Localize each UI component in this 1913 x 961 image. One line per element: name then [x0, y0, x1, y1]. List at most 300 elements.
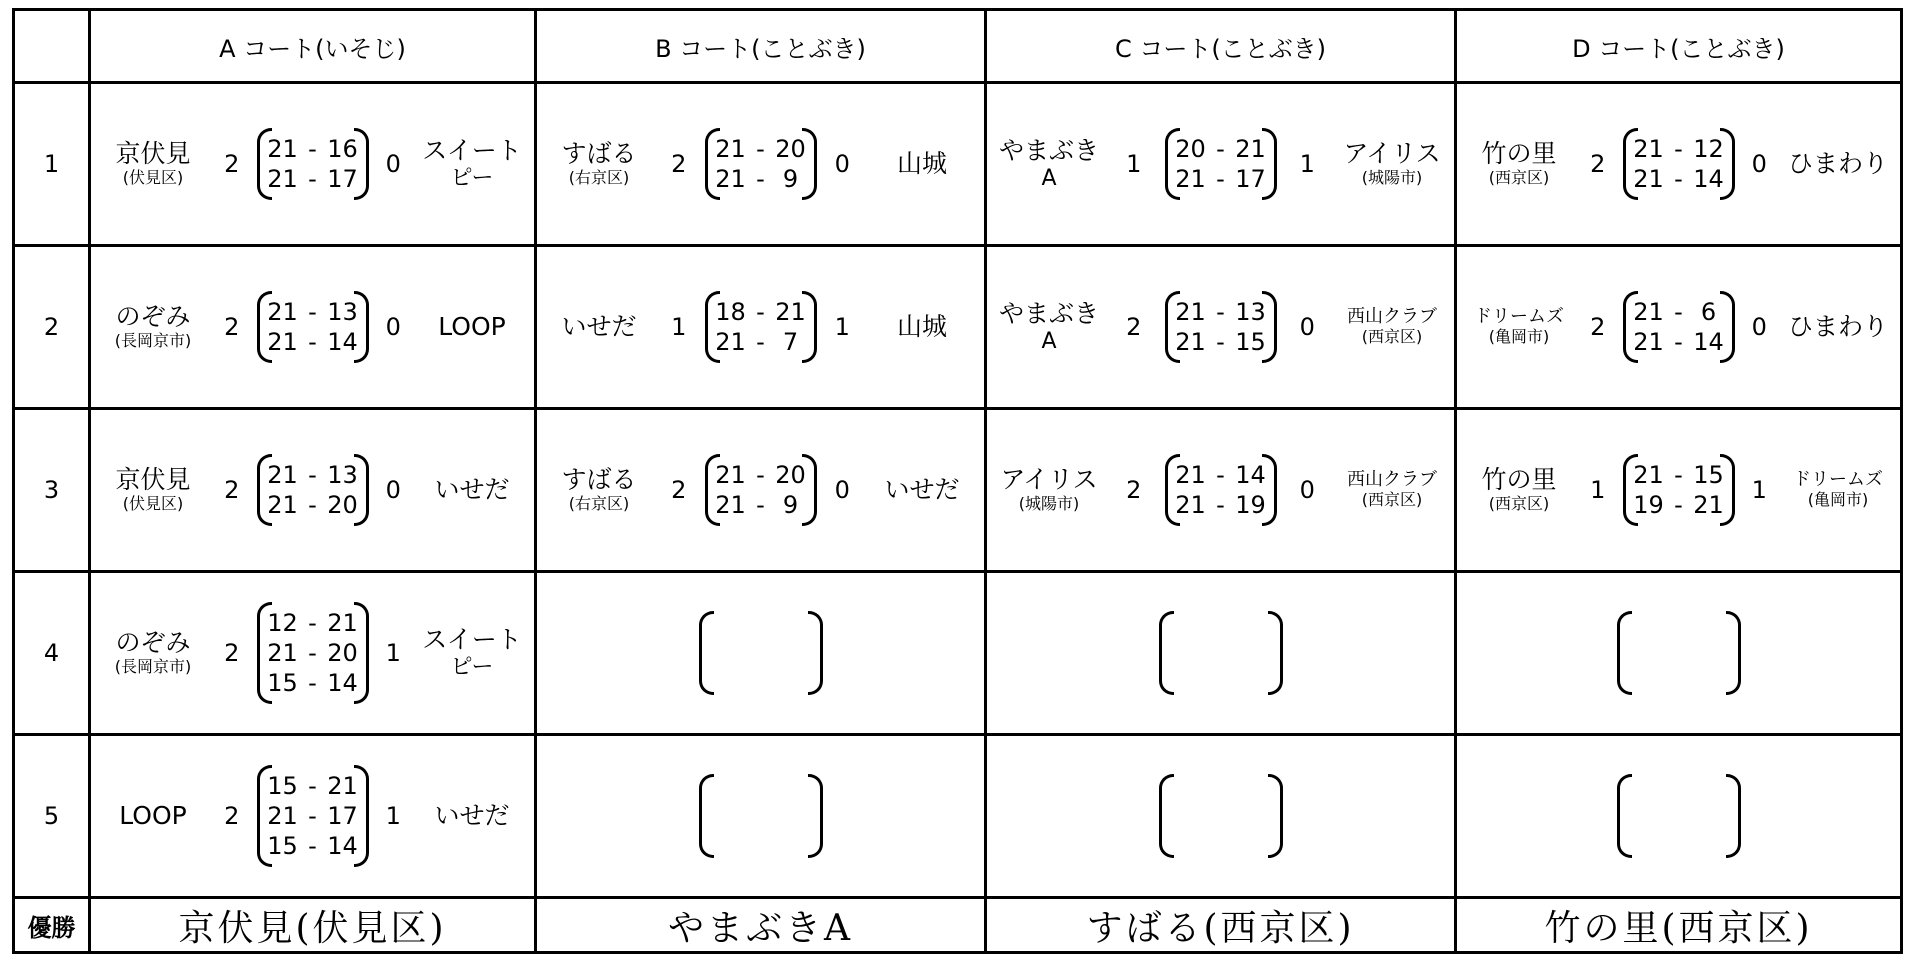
left-team: [545, 466, 653, 513]
left-team: [1465, 307, 1573, 346]
game-score: [705, 460, 817, 490]
match-row: [14, 409, 1902, 572]
score-dash: -: [308, 669, 317, 697]
team-area: (長岡京市): [114, 331, 192, 351]
right-games-won: 0: [385, 313, 401, 341]
score-left: 21: [715, 491, 746, 519]
game-score: [705, 164, 817, 194]
empty-match: [1457, 573, 1900, 733]
match: [987, 84, 1454, 244]
score-right: 6: [1700, 298, 1717, 326]
team-name: アイリス: [1000, 465, 1098, 495]
round-number: 3: [14, 409, 90, 572]
left-games-won: 2: [671, 150, 687, 178]
score-right: 17: [327, 165, 358, 193]
score-right: 17: [327, 802, 358, 830]
score-dash: -: [756, 328, 765, 356]
right-team: [418, 626, 526, 680]
match: [91, 736, 534, 896]
score-left: 21: [267, 298, 298, 326]
match-row: [14, 83, 1902, 246]
score-right: 20: [775, 135, 806, 163]
game-score: [257, 297, 369, 327]
match-row: [14, 572, 1902, 735]
score-left: 21: [1633, 298, 1664, 326]
match-cell: [90, 246, 536, 409]
match-cell: [536, 409, 986, 572]
score-dash: -: [308, 832, 317, 860]
score-right: 17: [1235, 165, 1266, 193]
left-team: [99, 140, 207, 187]
left-team: [1465, 466, 1573, 513]
score-right: 21: [327, 772, 358, 800]
team-area: ピー: [450, 654, 494, 680]
left-games-won: 2: [1126, 476, 1142, 504]
score-bracket: [1623, 454, 1735, 526]
score-left: 21: [1175, 298, 1206, 326]
match: [1457, 410, 1900, 570]
empty-score-bracket: [1617, 611, 1741, 695]
team-name: ひまわり: [1787, 148, 1888, 178]
team-name: のぞみ: [115, 628, 191, 658]
score-right: 9: [782, 165, 799, 193]
team-area: (西京区): [1488, 494, 1550, 514]
score-right: 14: [327, 328, 358, 356]
game-score: [257, 490, 369, 520]
match-cell: [536, 83, 986, 246]
left-games-won: 2: [1126, 313, 1142, 341]
team-name: 京伏見: [115, 465, 191, 495]
game-score: [705, 327, 817, 357]
score-left: 21: [1175, 328, 1206, 356]
round-number: 2: [14, 246, 90, 409]
score-right: 14: [1235, 461, 1266, 489]
right-team: [418, 313, 526, 342]
right-games-won: 1: [1751, 476, 1767, 504]
game-score: [257, 771, 369, 801]
match-cell: [90, 83, 536, 246]
game-score: [257, 134, 369, 164]
team-name: いせだ: [884, 474, 960, 504]
score-left: 21: [267, 639, 298, 667]
score-bracket: [705, 454, 817, 526]
team-name: いせだ: [434, 474, 510, 504]
right-team: [418, 802, 526, 831]
match-rows: [14, 83, 1902, 898]
team-area: A: [1041, 165, 1057, 191]
team-name: 京伏見: [115, 139, 191, 169]
match-cell: [986, 572, 1456, 735]
left-games-won: 2: [671, 476, 687, 504]
score-bracket: [1623, 291, 1735, 363]
empty-score-bracket: [1159, 774, 1283, 858]
score-bracket: [257, 291, 369, 363]
score-dash: -: [308, 165, 317, 193]
right-team: [418, 137, 526, 191]
score-left: 21: [1633, 165, 1664, 193]
team-name: スイート: [422, 135, 522, 165]
left-team: [995, 466, 1103, 513]
score-bracket: [1165, 454, 1277, 526]
team-area: A: [1041, 328, 1057, 354]
left-games-won: 2: [224, 313, 240, 341]
winner-court-c: すばる(西京区): [986, 898, 1456, 953]
right-games-won: 1: [385, 639, 401, 667]
game-score: [257, 668, 369, 698]
round-number: 1: [14, 83, 90, 246]
empty-score-bracket: [699, 611, 823, 695]
winner-row: [14, 898, 1902, 953]
match: [1457, 84, 1900, 244]
team-area: (亀岡市): [1488, 327, 1550, 347]
right-games-won: 1: [834, 313, 850, 341]
score-dash: -: [1216, 461, 1225, 489]
header-court-d: D コート(ことぶき): [1456, 10, 1902, 83]
header-court-c: C コート(ことぶき): [986, 10, 1456, 83]
score-left: 15: [267, 832, 298, 860]
header-court-a: A コート(いそじ): [90, 10, 536, 83]
score-dash: -: [308, 461, 317, 489]
game-score: [1623, 297, 1735, 327]
score-left: 21: [1633, 328, 1664, 356]
score-left: 21: [1633, 461, 1664, 489]
team-area: (城陽市): [1361, 168, 1423, 188]
score-left: 21: [267, 802, 298, 830]
header-corner: [14, 10, 90, 83]
game-score: [1623, 164, 1735, 194]
score-left: 21: [715, 165, 746, 193]
score-bracket: [257, 454, 369, 526]
match-cell: [986, 246, 1456, 409]
game-score: [257, 164, 369, 194]
team-area: (伏見区): [122, 168, 184, 188]
match: [91, 573, 534, 733]
score-dash: -: [308, 298, 317, 326]
score-right: 20: [327, 639, 358, 667]
game-score: [1623, 490, 1735, 520]
match-cell: [1456, 246, 1902, 409]
left-games-won: 2: [224, 150, 240, 178]
score-left: 21: [1175, 165, 1206, 193]
game-score: [257, 327, 369, 357]
score-left: 15: [267, 669, 298, 697]
right-team: [418, 476, 526, 505]
game-score: [1165, 327, 1277, 357]
match: [987, 247, 1454, 407]
score-right: 21: [327, 609, 358, 637]
score-left: 21: [267, 461, 298, 489]
right-team: [1784, 313, 1892, 342]
score-dash: -: [756, 165, 765, 193]
team-name: いせだ: [434, 800, 510, 830]
winner-court-d: 竹の里(西京区): [1456, 898, 1902, 953]
team-name: すばる: [561, 139, 637, 169]
right-games-won: 0: [1299, 313, 1315, 341]
game-score: [1623, 460, 1735, 490]
left-team: [995, 300, 1103, 354]
match: [537, 410, 984, 570]
game-score: [1165, 297, 1277, 327]
match-row: [14, 246, 1902, 409]
game-score: [257, 608, 369, 638]
score-bracket: [705, 291, 817, 363]
team-area: (亀岡市): [1807, 490, 1869, 510]
score-right: 13: [1235, 298, 1266, 326]
score-right: 14: [1693, 165, 1724, 193]
team-area: (右京区): [568, 168, 630, 188]
score-right: 7: [782, 328, 799, 356]
team-name: すばる: [561, 465, 637, 495]
match-cell: [986, 735, 1456, 898]
team-name: 西山クラブ: [1347, 469, 1437, 491]
left-team: [99, 303, 207, 350]
left-team: [99, 802, 207, 831]
score-dash: -: [1216, 328, 1225, 356]
right-team: [1338, 140, 1446, 187]
empty-score-bracket: [699, 774, 823, 858]
score-left: 21: [715, 461, 746, 489]
left-games-won: 2: [1590, 313, 1606, 341]
match-cell: [1456, 735, 1902, 898]
team-area: (右京区): [568, 494, 630, 514]
game-score: [1165, 490, 1277, 520]
game-score: [1623, 134, 1735, 164]
round-number: 5: [14, 735, 90, 898]
match-cell: [986, 409, 1456, 572]
game-score: [705, 490, 817, 520]
score-right: 9: [782, 491, 799, 519]
game-score: [1165, 460, 1277, 490]
score-dash: -: [1674, 135, 1683, 163]
score-dash: -: [308, 802, 317, 830]
team-area: (西京区): [1361, 490, 1423, 510]
right-games-won: 0: [1299, 476, 1315, 504]
right-games-won: 0: [1751, 313, 1767, 341]
score-left: 20: [1175, 135, 1206, 163]
left-team: [545, 140, 653, 187]
match-cell: [1456, 409, 1902, 572]
score-left: 15: [267, 772, 298, 800]
right-games-won: 1: [385, 802, 401, 830]
score-bracket: [257, 128, 369, 200]
empty-match: [537, 573, 984, 733]
match: [537, 84, 984, 244]
score-bracket: [1165, 128, 1277, 200]
match: [537, 247, 984, 407]
right-team: [1784, 470, 1892, 509]
left-team: [545, 313, 653, 342]
match-cell: [1456, 572, 1902, 735]
match: [91, 247, 534, 407]
team-area: (長岡京市): [114, 657, 192, 677]
left-games-won: 2: [224, 802, 240, 830]
left-team: [99, 466, 207, 513]
score-left: 21: [1175, 461, 1206, 489]
right-games-won: 0: [834, 150, 850, 178]
left-games-won: 1: [1590, 476, 1606, 504]
score-left: 12: [267, 609, 298, 637]
score-dash: -: [308, 491, 317, 519]
left-team: [99, 629, 207, 676]
score-left: 21: [267, 491, 298, 519]
score-left: 21: [1633, 135, 1664, 163]
match-row: [14, 735, 1902, 898]
score-dash: -: [1674, 328, 1683, 356]
score-left: 18: [715, 298, 746, 326]
team-name: 山城: [896, 311, 947, 341]
game-score: [257, 831, 369, 861]
score-left: 19: [1633, 491, 1664, 519]
left-games-won: 2: [224, 476, 240, 504]
score-right: 15: [1693, 461, 1724, 489]
team-name: ひまわり: [1787, 311, 1888, 341]
round-number: 4: [14, 572, 90, 735]
team-area: ピー: [450, 165, 494, 191]
score-dash: -: [1674, 165, 1683, 193]
score-dash: -: [308, 609, 317, 637]
score-right: 21: [775, 298, 806, 326]
score-right: 20: [775, 461, 806, 489]
empty-match: [987, 573, 1454, 733]
score-right: 21: [1235, 135, 1266, 163]
team-name: LOOP: [438, 311, 506, 341]
score-right: 13: [327, 461, 358, 489]
score-right: 19: [1235, 491, 1266, 519]
right-games-won: 0: [834, 476, 850, 504]
match-cell: [986, 83, 1456, 246]
score-right: 16: [327, 135, 358, 163]
score-bracket: [705, 128, 817, 200]
score-right: 21: [1693, 491, 1724, 519]
match: [91, 84, 534, 244]
empty-match: [987, 736, 1454, 896]
score-dash: -: [1674, 491, 1683, 519]
score-left: 21: [267, 135, 298, 163]
score-left: 21: [715, 328, 746, 356]
score-dash: -: [1216, 298, 1225, 326]
game-score: [1165, 164, 1277, 194]
right-team: [1338, 470, 1446, 509]
game-score: [257, 638, 369, 668]
team-area: (伏見区): [122, 494, 184, 514]
team-area: (西京区): [1488, 168, 1550, 188]
score-bracket: [257, 765, 369, 867]
left-games-won: 2: [224, 639, 240, 667]
team-name: やまぶき: [998, 135, 1099, 165]
score-dash: -: [1216, 491, 1225, 519]
empty-match: [537, 736, 984, 896]
match: [1457, 247, 1900, 407]
right-games-won: 0: [385, 476, 401, 504]
right-team: [868, 313, 976, 342]
empty-score-bracket: [1159, 611, 1283, 695]
score-dash: -: [756, 461, 765, 489]
header-row: [14, 10, 1902, 83]
team-name: ドリームズ: [1474, 306, 1564, 328]
team-name: スイート: [422, 624, 522, 654]
game-score: [257, 801, 369, 831]
empty-match: [1457, 736, 1900, 896]
team-name: アイリス: [1343, 139, 1441, 169]
header-court-b: B コート(ことぶき): [536, 10, 986, 83]
score-right: 14: [327, 669, 358, 697]
right-team: [868, 150, 976, 179]
game-score: [705, 297, 817, 327]
score-dash: -: [1674, 461, 1683, 489]
game-score: [1623, 327, 1735, 357]
team-name: 西山クラブ: [1347, 306, 1437, 328]
score-bracket: [1165, 291, 1277, 363]
score-bracket: [1623, 128, 1735, 200]
score-right: 20: [327, 491, 358, 519]
score-dash: -: [756, 135, 765, 163]
game-score: [705, 134, 817, 164]
score-dash: -: [756, 491, 765, 519]
score-dash: -: [308, 328, 317, 356]
team-name: LOOP: [119, 800, 187, 830]
score-right: 12: [1693, 135, 1724, 163]
left-games-won: 1: [1126, 150, 1142, 178]
score-left: 21: [1175, 491, 1206, 519]
left-team: [1465, 140, 1573, 187]
match-cell: [90, 409, 536, 572]
score-left: 21: [267, 328, 298, 356]
score-left: 21: [267, 165, 298, 193]
team-area: (城陽市): [1018, 494, 1080, 514]
right-games-won: 0: [1751, 150, 1767, 178]
team-name: 竹の里: [1481, 465, 1557, 495]
team-name: いせだ: [561, 311, 637, 341]
winner-court-b: やまぶきA: [536, 898, 986, 953]
team-name: ドリームズ: [1793, 469, 1883, 491]
left-team: [995, 137, 1103, 191]
match: [91, 410, 534, 570]
score-dash: -: [1216, 135, 1225, 163]
score-dash: -: [1216, 165, 1225, 193]
right-games-won: 1: [1299, 150, 1315, 178]
winner-label: 優勝: [14, 898, 90, 953]
score-right: 15: [1235, 328, 1266, 356]
right-team: [1784, 150, 1892, 179]
team-name: やまぶき: [998, 298, 1099, 328]
match-cell: [536, 572, 986, 735]
right-games-won: 0: [385, 150, 401, 178]
score-right: 14: [327, 832, 358, 860]
team-name: のぞみ: [115, 302, 191, 332]
score-right: 13: [327, 298, 358, 326]
team-area: (西京区): [1361, 327, 1423, 347]
team-name: 竹の里: [1481, 139, 1557, 169]
match-cell: [90, 572, 536, 735]
match-cell: [90, 735, 536, 898]
score-bracket: [257, 602, 369, 704]
results-table: [12, 8, 1903, 954]
game-score: [257, 460, 369, 490]
match-cell: [536, 246, 986, 409]
game-score: [1165, 134, 1277, 164]
winner-court-a: 京伏見(伏見区): [90, 898, 536, 953]
match: [987, 410, 1454, 570]
right-team: [868, 476, 976, 505]
score-left: 21: [715, 135, 746, 163]
match-cell: [536, 735, 986, 898]
score-dash: -: [308, 639, 317, 667]
score-dash: -: [1674, 298, 1683, 326]
score-dash: -: [308, 135, 317, 163]
team-name: 山城: [896, 148, 947, 178]
score-dash: -: [308, 772, 317, 800]
score-dash: -: [756, 298, 765, 326]
